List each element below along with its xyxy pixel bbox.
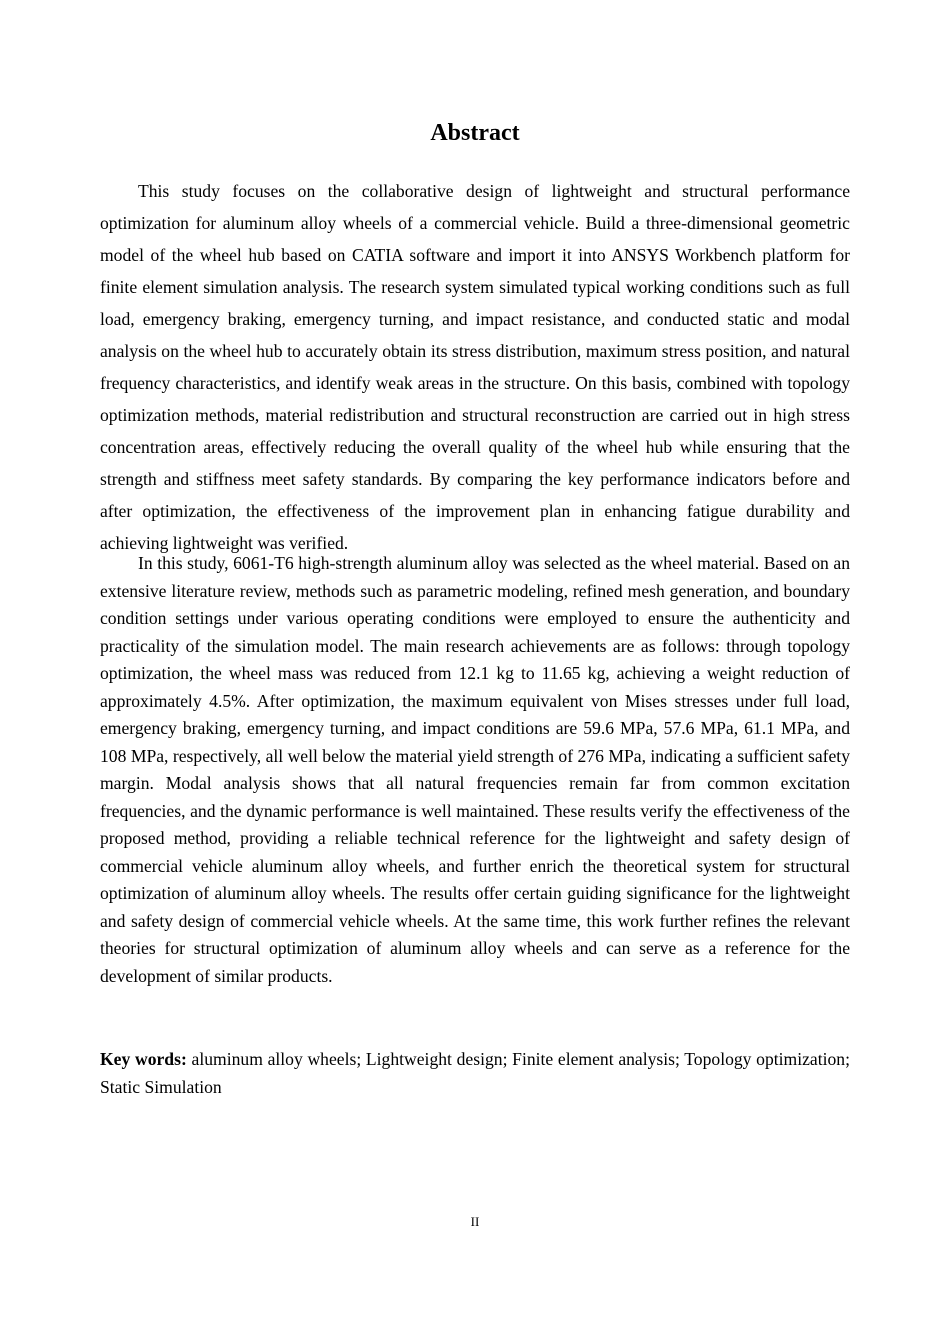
abstract-paragraph-2: In this study, 6061-T6 high-strength aluminum alloy was selected as the wheel material. Based on an extensive literature review, methods such as parametric modeling, refined mesh generation, and boundary condition settings under various operating conditions were employed to ensure the authenticity and practicality of the simulation model. The main research achievements are as follows: through topology optimization, the wheel mass was reduced from 12.1 kg to 11.65 kg, achieving a weight reduction of approximately 4.5%. After optimization, the maximum equivalent von Mises stresses under full load, emergency braking, emergency turning, and impact conditions are 59.6 MPa, 57.6 MPa, 61.1 MPa, and 108 MPa, respectively, all well below the material yield strength of 276 MPa, indicating a sufficient safety margin. Modal analysis shows that all natural frequencies remain far from common excitation frequencies, and the dynamic performance is well maintained. These results verify the effectiveness of the proposed method, providing a reliable technical reference for the lightweight and safety design of commercial vehicle aluminum alloy wheels, and further enrich the theoretical system for structural optimization of aluminum alloy wheels. The results offer certain guiding significance for the lightweight and safety design of commercial vehicle wheels. At the same time, this work further refines the relevant theories for structural optimization of aluminum alloy wheels and can serve as a reference for the development of similar products. xyxy=(100,553,850,986)
abstract-paragraph-1: This study focuses on the collaborative design of lightweight and structural performance optimization for aluminum alloy wheels of a commercial vehicle. Build a three-dimensional geometric model of the wheel hub based on CATIA software and import it into ANSYS Workbench platform for finite element simulation analysis. The research system simulated typical working conditions such as full load, emergency braking, emergency turning, and impact resistance, and conducted static and modal analysis on the wheel hub to accurately obtain its stress distribution, maximum stress position, and natural frequency characteristics, and identify weak areas in the structure. On this basis, combined with topology optimization methods, material redistribution and structural reconstruction are carried out in high stress concentration areas, effectively reducing the overall quality of the wheel hub while ensuring that the strength and stiffness meet safety standards. By comparing the key performance indicators before and after optimization, the effectiveness of the improvement plan in enhancing fatigue durability and achieving lightweight was verified. xyxy=(100,181,850,553)
keywords-text: aluminum alloy wheels; Lightweight design; Finite element analysis; Topology optimization; Static Simulation xyxy=(100,1049,850,1097)
keywords-label: Key words: xyxy=(100,1049,187,1069)
keywords-section xyxy=(100,1046,850,1101)
page-number: II xyxy=(470,1214,480,1229)
abstract-title: Abstract xyxy=(430,120,520,146)
